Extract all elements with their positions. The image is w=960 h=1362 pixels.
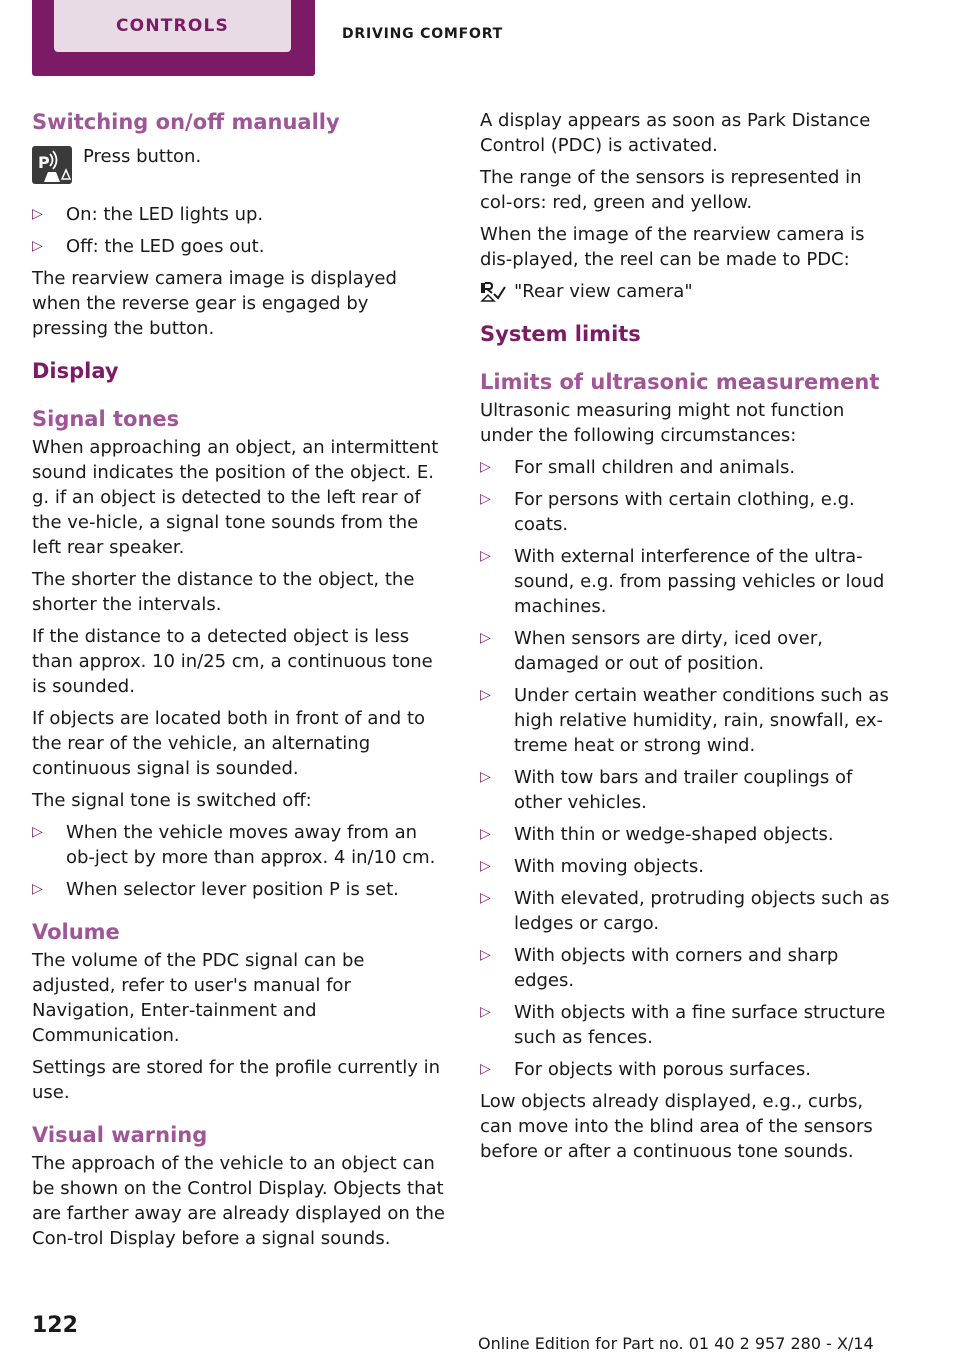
- rear-camera-label: "Rear view camera": [514, 281, 693, 302]
- signal-off-list: [32, 820, 450, 902]
- press-button-text: Press button.: [83, 146, 202, 167]
- list-item: ▷ When the vehicle moves away from an ob‐ject by more than approx. 4 in/10 cm.: [32, 820, 450, 870]
- signal-paragraph: If the distance to a detected object is less than approx. 10 in/25 cm, a continuous tone is sounded.: [32, 626, 433, 697]
- system-limits-heading: System limits: [480, 322, 641, 346]
- display-paragraph: The range of the sensors is represented in col‐ors: red, green and yellow.: [480, 167, 862, 213]
- rear-camera-row: [480, 279, 900, 304]
- list-item: ▷ For persons with certain clothing, e.g. coats.: [480, 487, 900, 537]
- list-item: ▷ Under certain weather conditions such as high relative humidity, rain, snowfall, ex‐treme heat or strong wind.: [480, 683, 900, 758]
- volume-paragraph: The volume of the PDC signal can be adjusted, refer to user's manual for Navigation, Enter‐tainment and Communication.: [32, 950, 365, 1046]
- switch-list: [32, 202, 450, 259]
- signal-paragraph: If objects are located both in front of and to the rear of the vehicle, an alternating continuous signal is sounded.: [32, 708, 426, 779]
- list-item: ▷ For objects with porous surfaces.: [480, 1057, 900, 1082]
- list-item: ▷ With moving objects.: [480, 854, 900, 879]
- volume-paragraph: Settings are stored for the profile currently in use.: [32, 1057, 441, 1103]
- right-column: [480, 108, 900, 1171]
- list-item: ▷ When selector lever position P is set.: [32, 877, 450, 902]
- list-item: ▷ When sensors are dirty, iced over, damaged or out of position.: [480, 626, 900, 676]
- ultrasonic-paragraph: Ultrasonic measuring might not function under the following circumstances:: [480, 400, 845, 446]
- pdc-button-icon: [32, 146, 72, 184]
- display-paragraph: When the image of the rearview camera is dis‐played, the reel can be made to PDC:: [480, 224, 865, 270]
- switching-heading: Switching on/off manually: [32, 110, 340, 134]
- volume-heading: Volume: [32, 920, 120, 944]
- section-label: DRIVING COMFORT: [342, 26, 504, 42]
- svg-text:P: P: [38, 153, 50, 172]
- list-item: ▷ For small children and animals.: [480, 455, 900, 480]
- list-item: ▷ On: the LED lights up.: [32, 202, 450, 227]
- list-item: ▷ With tow bars and trailer couplings of other vehicles.: [480, 765, 900, 815]
- list-item: ▷ Off: the LED goes out.: [32, 234, 450, 259]
- list-item: ▷ With objects with corners and sharp edges.: [480, 943, 900, 993]
- rearview-text: The rearview camera image is displayed when the reverse gear is engaged by pressing the button.: [32, 268, 397, 339]
- list-item: ▷ With thin or wedge-shaped objects.: [480, 822, 900, 847]
- edition-footer: Online Edition for Part no. 01 40 2 957 280 - X/14: [478, 1334, 874, 1353]
- signal-paragraph: When approaching an object, an intermittent sound indicates the position of the object. E. g. if an object is detected to the left rear of the ve‐hicle, a signal tone sounds from the left rear speaker.: [32, 437, 439, 558]
- list-item: ▷ With elevated, protruding objects such as ledges or cargo.: [480, 886, 900, 936]
- signal-paragraph: The signal tone is switched off:: [32, 790, 312, 811]
- controls-tab-label: CONTROLS: [116, 16, 229, 36]
- page-number: 122: [32, 1313, 78, 1338]
- list-item: ▷ With objects with a fine surface structure such as fences.: [480, 1000, 900, 1050]
- ultrasonic-heading: Limits of ultrasonic measurement: [480, 370, 880, 394]
- signal-tones-heading: Signal tones: [32, 407, 180, 431]
- visual-warning-paragraph: The approach of the vehicle to an object can be shown on the Control Display. Objects that are farther away are already displayed on the Con‐trol Display before a signal sounds.: [32, 1153, 446, 1249]
- press-button-row: [32, 146, 450, 184]
- list-item: ▷ With external interference of the ultra‐sound, e.g. from passing vehicles or loud machines.: [480, 544, 900, 619]
- visual-warning-heading: Visual warning: [32, 1123, 208, 1147]
- left-column: [32, 108, 450, 1258]
- low-objects-paragraph: Low objects already displayed, e.g., curbs, can move into the blind area of the sensors before or after a continuous tone sounds.: [480, 1091, 873, 1162]
- display-heading: Display: [32, 359, 119, 383]
- controls-tab: [32, 0, 315, 76]
- display-paragraph: A display appears as soon as Park Distance Control (PDC) is activated.: [480, 110, 871, 156]
- ultrasonic-list: [480, 455, 900, 1082]
- rear-camera-icon: [480, 281, 506, 303]
- signal-paragraph: The shorter the distance to the object, the shorter the intervals.: [32, 569, 415, 615]
- controls-tab-inner: [54, 0, 291, 52]
